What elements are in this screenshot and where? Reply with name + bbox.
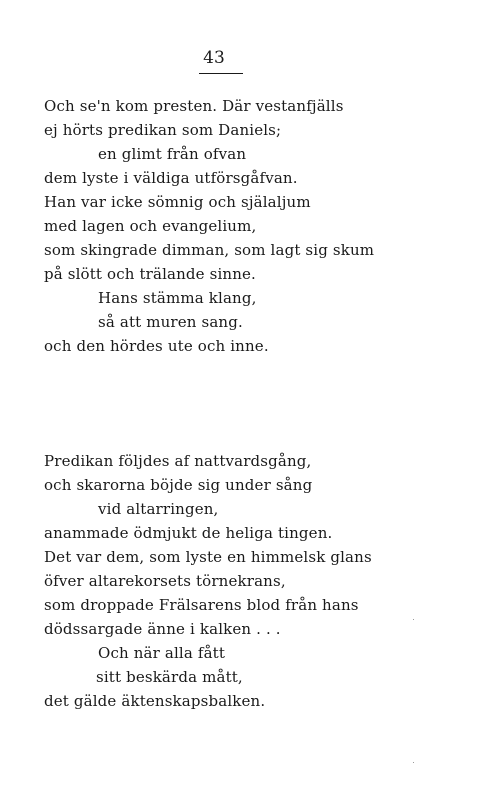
poem-line: och skarorna böjde sig under sång [44, 476, 313, 494]
poem-line: Hans stämma klang, [98, 289, 257, 307]
paper-speck [413, 762, 414, 763]
poem-line: Han var icke sömnig och själaljum [44, 193, 311, 211]
poem-line: det gälde äktenskapsbalken. [44, 692, 266, 710]
poem-line: vid altarringen, [98, 500, 219, 518]
poem-line: öfver altarekorsets törnekrans, [44, 572, 286, 590]
poem-line: Predikan följdes af nattvardsgång, [44, 452, 312, 470]
poem-line: anammade ödmjukt de heliga tingen. [44, 524, 333, 542]
poem-line: dem lyste i väldiga utförsgåfvan. [44, 169, 298, 187]
poem-line: som skingrade dimman, som lagt sig skum [44, 241, 375, 259]
poem-line: med lagen och evangelium, [44, 217, 257, 235]
poem-line: som droppade Frälsarens blod från hans [44, 596, 359, 614]
poem-line: så att muren sang. [98, 313, 243, 331]
poem-line: på slött och trälande sinne. [44, 265, 256, 283]
paper-speck [413, 619, 414, 620]
poem-line: Det var dem, som lyste en himmelsk glans [44, 548, 372, 566]
poem-line: Och se'n kom presten. Där vestanfjälls [44, 97, 344, 115]
stanza-1 [44, 94, 464, 358]
stanza-2 [44, 449, 464, 713]
poem-line: Och när alla fått [98, 644, 226, 662]
page-number-rule [199, 73, 243, 74]
poem-line: en glimt från ofvan [98, 145, 247, 163]
poem-line: och den hördes ute och inne. [44, 337, 269, 355]
poem-line: ej hörts predikan som Daniels; [44, 121, 282, 139]
poem-line: sitt beskärda mått, [96, 668, 243, 686]
page-number: 43 [203, 48, 225, 68]
poem-line: dödssargade änne i kalken . . . [44, 620, 281, 638]
